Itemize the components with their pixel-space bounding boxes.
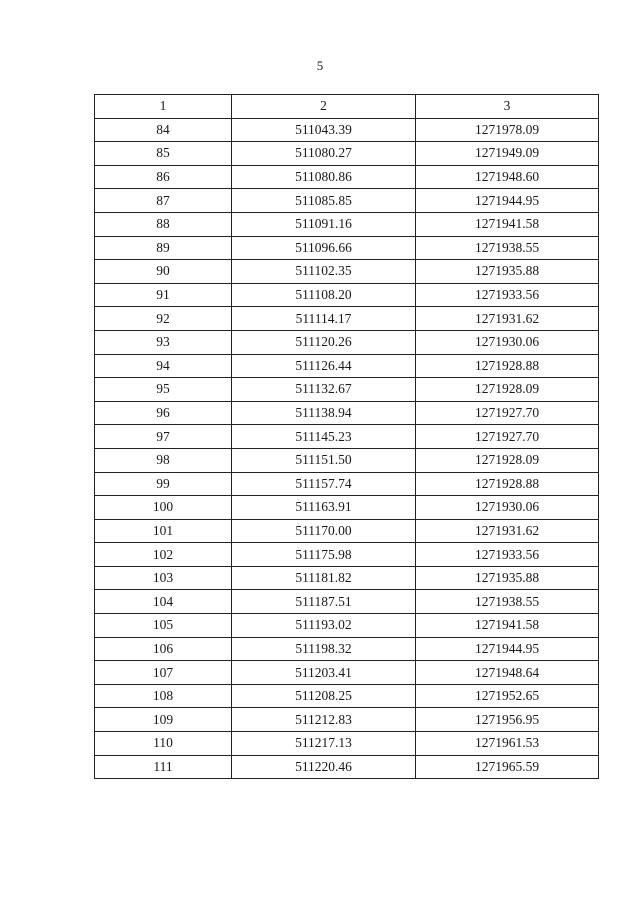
table-row <box>95 236 599 260</box>
cell-y-coordinate: 1271938.55 <box>416 236 599 260</box>
cell-y-coordinate: 1271928.09 <box>416 448 599 472</box>
table-row <box>95 189 599 213</box>
cell-x-coordinate: 511208.25 <box>232 684 416 708</box>
cell-x-coordinate: 511217.13 <box>232 732 416 756</box>
cell-y-coordinate: 1271933.56 <box>416 543 599 567</box>
cell-y-coordinate: 1271948.60 <box>416 165 599 189</box>
cell-x-coordinate: 511108.20 <box>232 283 416 307</box>
table-row <box>95 732 599 756</box>
table-row <box>95 614 599 638</box>
column-header-x: 2 <box>232 95 416 119</box>
table-row <box>95 637 599 661</box>
table-row <box>95 330 599 354</box>
cell-y-coordinate: 1271927.70 <box>416 401 599 425</box>
cell-y-coordinate: 1271949.09 <box>416 142 599 166</box>
table-row <box>95 590 599 614</box>
cell-point-number: 101 <box>95 519 232 543</box>
cell-y-coordinate: 1271944.95 <box>416 189 599 213</box>
cell-point-number: 103 <box>95 566 232 590</box>
table-body <box>95 118 599 779</box>
table-row <box>95 543 599 567</box>
cell-x-coordinate: 511187.51 <box>232 590 416 614</box>
cell-y-coordinate: 1271931.62 <box>416 519 599 543</box>
cell-x-coordinate: 511212.83 <box>232 708 416 732</box>
cell-x-coordinate: 511114.17 <box>232 307 416 331</box>
cell-x-coordinate: 511151.50 <box>232 448 416 472</box>
table-row <box>95 118 599 142</box>
cell-x-coordinate: 511170.00 <box>232 519 416 543</box>
cell-point-number: 106 <box>95 637 232 661</box>
cell-x-coordinate: 511138.94 <box>232 401 416 425</box>
cell-point-number: 85 <box>95 142 232 166</box>
table-row <box>95 401 599 425</box>
cell-point-number: 107 <box>95 661 232 685</box>
cell-point-number: 104 <box>95 590 232 614</box>
cell-point-number: 91 <box>95 283 232 307</box>
cell-x-coordinate: 511085.85 <box>232 189 416 213</box>
cell-point-number: 86 <box>95 165 232 189</box>
table-row <box>95 448 599 472</box>
cell-point-number: 94 <box>95 354 232 378</box>
table-row <box>95 212 599 236</box>
cell-y-coordinate: 1271941.58 <box>416 614 599 638</box>
cell-y-coordinate: 1271956.95 <box>416 708 599 732</box>
cell-point-number: 98 <box>95 448 232 472</box>
cell-point-number: 102 <box>95 543 232 567</box>
cell-x-coordinate: 511203.41 <box>232 661 416 685</box>
table-row <box>95 354 599 378</box>
cell-point-number: 88 <box>95 212 232 236</box>
cell-x-coordinate: 511126.44 <box>232 354 416 378</box>
cell-y-coordinate: 1271948.64 <box>416 661 599 685</box>
table-row <box>95 496 599 520</box>
cell-x-coordinate: 511132.67 <box>232 378 416 402</box>
cell-point-number: 93 <box>95 330 232 354</box>
table-row <box>95 755 599 779</box>
cell-y-coordinate: 1271935.88 <box>416 260 599 284</box>
table-row <box>95 566 599 590</box>
cell-x-coordinate: 511220.46 <box>232 755 416 779</box>
cell-point-number: 109 <box>95 708 232 732</box>
cell-point-number: 95 <box>95 378 232 402</box>
cell-x-coordinate: 511043.39 <box>232 118 416 142</box>
cell-x-coordinate: 511181.82 <box>232 566 416 590</box>
cell-point-number: 90 <box>95 260 232 284</box>
table-row <box>95 472 599 496</box>
column-header-y: 3 <box>416 95 599 119</box>
table-row <box>95 142 599 166</box>
cell-point-number: 89 <box>95 236 232 260</box>
cell-y-coordinate: 1271927.70 <box>416 425 599 449</box>
cell-y-coordinate: 1271952.65 <box>416 684 599 708</box>
cell-y-coordinate: 1271930.06 <box>416 496 599 520</box>
table-row <box>95 283 599 307</box>
cell-y-coordinate: 1271978.09 <box>416 118 599 142</box>
table-row <box>95 378 599 402</box>
cell-y-coordinate: 1271938.55 <box>416 590 599 614</box>
table-row <box>95 519 599 543</box>
table-row <box>95 260 599 284</box>
cell-x-coordinate: 511145.23 <box>232 425 416 449</box>
cell-point-number: 105 <box>95 614 232 638</box>
cell-x-coordinate: 511091.16 <box>232 212 416 236</box>
cell-point-number: 111 <box>95 755 232 779</box>
cell-x-coordinate: 511080.27 <box>232 142 416 166</box>
table-row <box>95 661 599 685</box>
cell-point-number: 84 <box>95 118 232 142</box>
table-row <box>95 165 599 189</box>
cell-y-coordinate: 1271931.62 <box>416 307 599 331</box>
cell-y-coordinate: 1271928.09 <box>416 378 599 402</box>
cell-y-coordinate: 1271930.06 <box>416 330 599 354</box>
table-row <box>95 708 599 732</box>
cell-x-coordinate: 511102.35 <box>232 260 416 284</box>
cell-point-number: 108 <box>95 684 232 708</box>
cell-point-number: 96 <box>95 401 232 425</box>
cell-y-coordinate: 1271961.53 <box>416 732 599 756</box>
cell-y-coordinate: 1271941.58 <box>416 212 599 236</box>
cell-y-coordinate: 1271944.95 <box>416 637 599 661</box>
table-header-row <box>95 95 599 119</box>
cell-point-number: 92 <box>95 307 232 331</box>
cell-x-coordinate: 511163.91 <box>232 496 416 520</box>
cell-x-coordinate: 511120.26 <box>232 330 416 354</box>
table-row <box>95 684 599 708</box>
cell-x-coordinate: 511198.32 <box>232 637 416 661</box>
cell-x-coordinate: 511096.66 <box>232 236 416 260</box>
cell-point-number: 100 <box>95 496 232 520</box>
cell-x-coordinate: 511157.74 <box>232 472 416 496</box>
cell-x-coordinate: 511175.98 <box>232 543 416 567</box>
coordinates-table <box>94 94 599 779</box>
cell-y-coordinate: 1271933.56 <box>416 283 599 307</box>
cell-y-coordinate: 1271928.88 <box>416 354 599 378</box>
cell-x-coordinate: 511080.86 <box>232 165 416 189</box>
cell-y-coordinate: 1271928.88 <box>416 472 599 496</box>
cell-y-coordinate: 1271965.59 <box>416 755 599 779</box>
cell-x-coordinate: 511193.02 <box>232 614 416 638</box>
cell-point-number: 87 <box>95 189 232 213</box>
table-row <box>95 425 599 449</box>
cell-point-number: 97 <box>95 425 232 449</box>
table-row <box>95 307 599 331</box>
column-header-point-number: 1 <box>95 95 232 119</box>
cell-point-number: 110 <box>95 732 232 756</box>
page-number: 5 <box>316 58 324 73</box>
cell-y-coordinate: 1271935.88 <box>416 566 599 590</box>
cell-point-number: 99 <box>95 472 232 496</box>
